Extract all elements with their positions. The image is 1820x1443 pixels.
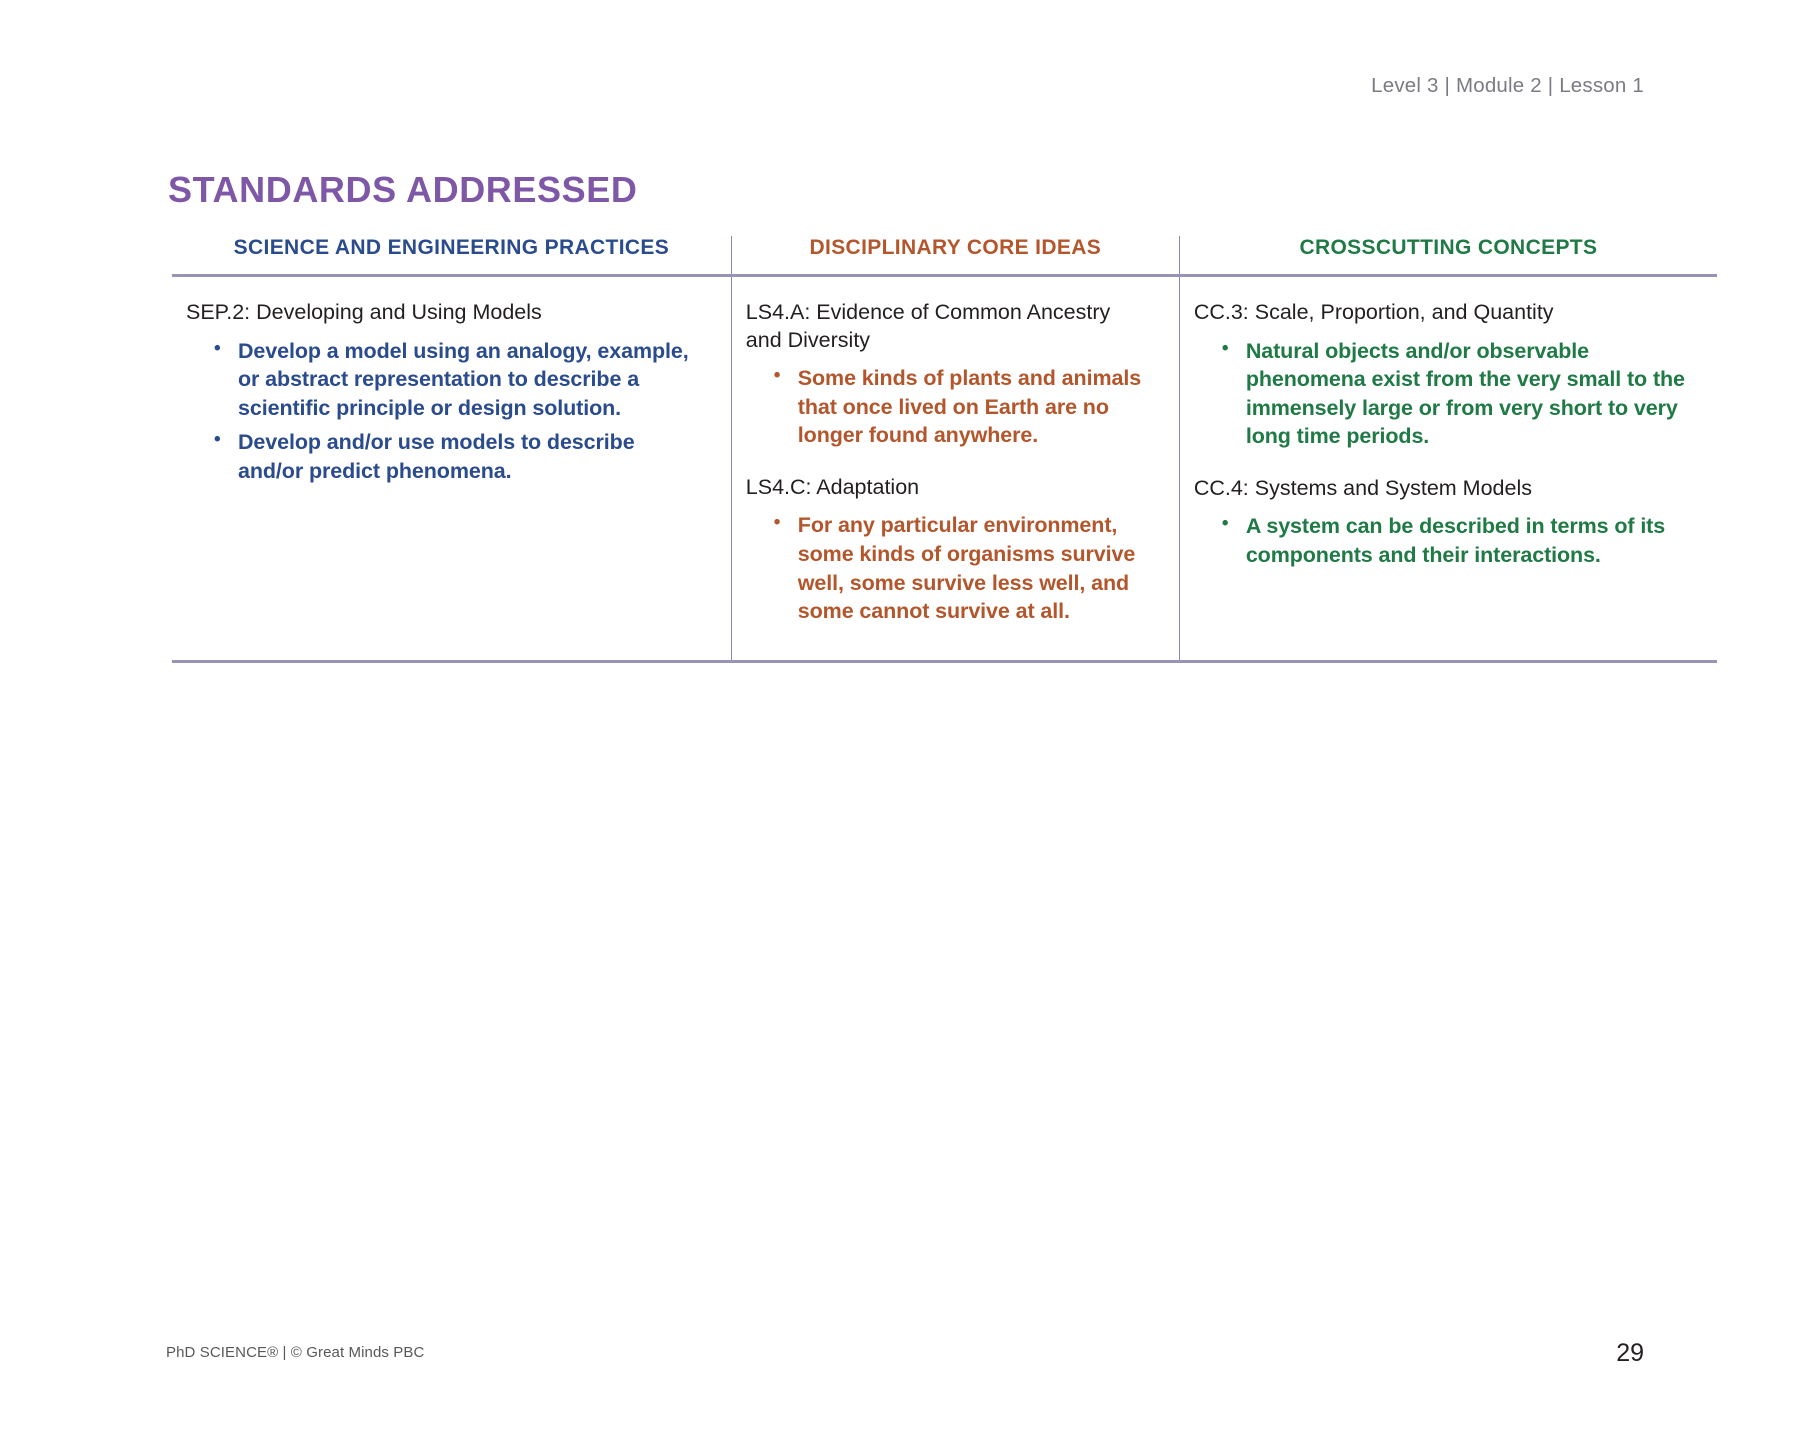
standards-table — [172, 236, 1717, 663]
list-item: • Some kinds of plants and animals that once lived on Earth are no longer found anywhere. — [772, 364, 1151, 450]
column-header-disciplinary-core-ideas: DISCIPLINARY CORE IDEAS — [731, 236, 1179, 276]
list-item: • Develop and/or use models to describe and/or predict phenomena. — [212, 428, 703, 485]
standard-bullet-list — [746, 511, 1151, 625]
list-item: • Develop a model using an analogy, example, or abstract representation to describe a scientific principle or design solution. — [212, 337, 703, 423]
cell-disciplinary-core-ideas — [731, 276, 1179, 662]
footer-credit: PhD SCIENCE® | © Great Minds PBC — [166, 1344, 425, 1361]
standard-bullet-list — [186, 337, 703, 486]
standard-bullet-list — [1194, 512, 1689, 569]
table-header-row — [172, 236, 1717, 276]
standard-group — [746, 474, 1151, 626]
column-header-crosscutting-concepts: CROSSCUTTING CONCEPTS — [1179, 236, 1717, 276]
standard-group — [186, 299, 703, 485]
page-title: STANDARDS ADDRESSED — [168, 169, 638, 211]
column-header-science-and-engineering-practices: SCIENCE AND ENGINEERING PRACTICES — [172, 236, 731, 276]
standard-group — [1194, 299, 1689, 451]
table-row — [172, 276, 1717, 662]
standard-group — [746, 299, 1151, 450]
list-item: • A system can be described in terms of its components and their interactions. — [1220, 512, 1689, 569]
running-head: Level 3 | Module 2 | Lesson 1 — [1371, 74, 1644, 97]
standard-bullet-list — [746, 364, 1151, 450]
standard-code-label: LS4.A: Evidence of Common Ancestry and Diversity — [745, 300, 1111, 352]
standard-code-label: SEP.2: Developing and Using Models — [186, 300, 542, 324]
standard-code-label: CC.4: Systems and System Models — [1193, 475, 1532, 500]
list-item: • Natural objects and/or observable phenomena exist from the very small to the immensely large or from very short to very long time periods. — [1220, 337, 1689, 451]
page-number: 29 — [1616, 1339, 1644, 1367]
list-item: • For any particular environment, some kinds of organisms survive well, some survive less well, and some cannot survive at all. — [772, 511, 1151, 625]
standard-bullet-list — [1194, 337, 1689, 451]
cell-crosscutting-concepts — [1179, 276, 1717, 662]
cell-science-and-engineering-practices — [172, 276, 731, 662]
standard-group — [1194, 475, 1689, 570]
standard-code-label: LS4.C: Adaptation — [745, 474, 920, 499]
standard-code-label: CC.3: Scale, Proportion, and Quantity — [1193, 300, 1554, 324]
